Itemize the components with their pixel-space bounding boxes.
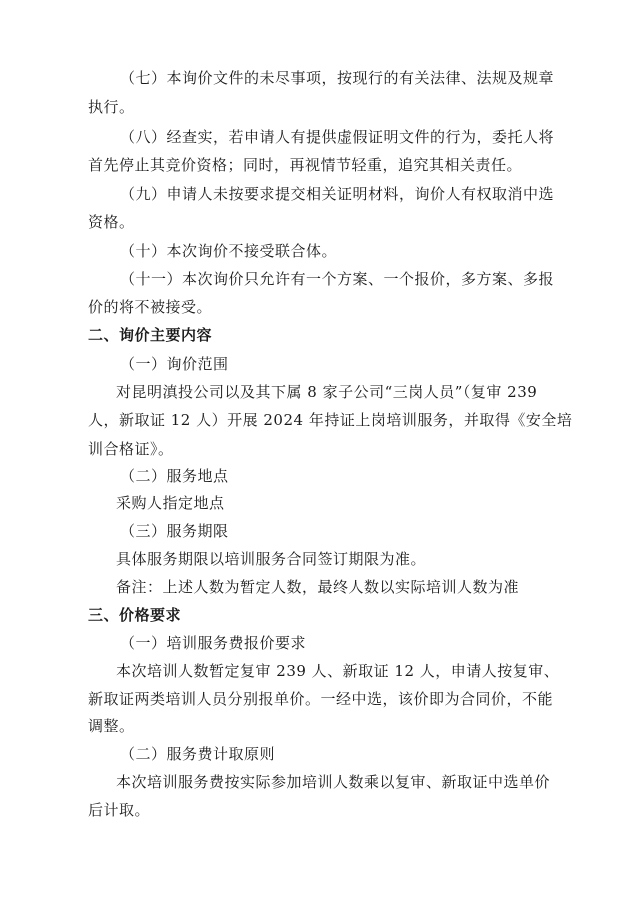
subsection-fee-heading: （二）服务费计取原则: [120, 745, 276, 763]
clause-9-line-2: 资格。: [88, 213, 135, 231]
section-3-heading: 三、价格要求: [88, 606, 182, 624]
scope-line-2: 人，新取证 12 人）开展 2024 年持证上岗培训服务，并取得《安全培: [88, 411, 573, 429]
clause-7-line-2: 执行。: [88, 98, 135, 116]
note-line: 备注：上述人数为暂定人数，最终人数以实际培训人数为准: [116, 578, 520, 596]
fee-line-1: 本次培训服务费按实际参加培训人数乘以复审、新取证中选单价: [116, 773, 551, 791]
clause-11-line-1: （十一）本次询价只允许有一个方案、一个报价，多方案、多报: [120, 270, 555, 288]
scope-line-3: 训合格证》。: [88, 440, 174, 458]
section-2-heading: 二、询价主要内容: [88, 326, 213, 344]
clause-11-line-2: 价的将不被接受。: [88, 298, 213, 316]
subsection-scope-heading: （一）询价范围: [120, 355, 229, 373]
scope-line-1: 对昆明滇投公司以及其下属 8 家子公司“三岗人员”（复审 239: [116, 383, 538, 401]
subsection-quote-heading: （一）培训服务费报价要求: [120, 634, 307, 652]
location-line: 采购人指定地点: [116, 494, 225, 512]
quote-line-2: 新取证两类培训人员分别报单价。一经中选，该价即为合同价，不能: [88, 690, 554, 708]
period-line: 具体服务期限以培训服务合同签订期限为准。: [116, 550, 427, 568]
clause-8-line-1: （八）经查实，若申请人有提供虚假证明文件的行为，委托人将: [120, 128, 555, 146]
clause-9-line-1: （九）申请人未按要求提交相关证明材料，询价人有权取消中选: [120, 185, 555, 203]
subsection-period-heading: （三）服务期限: [120, 522, 229, 540]
clause-7-line-1: （七）本询价文件的未尽事项，按现行的有关法律、法规及规章: [120, 69, 555, 87]
clause-10-line: （十）本次询价不接受联合体。: [120, 242, 338, 260]
clause-8-line-2: 首先停止其竞价资格；同时，再视情节轻重，追究其相关责任。: [88, 156, 523, 174]
subsection-location-heading: （二）服务地点: [120, 467, 229, 485]
quote-line-3: 调整。: [88, 717, 135, 735]
fee-line-2: 后计取。: [88, 801, 151, 819]
quote-line-1: 本次培训人数暂定复审 239 人、新取证 12 人，申请人按复审、: [116, 662, 560, 680]
